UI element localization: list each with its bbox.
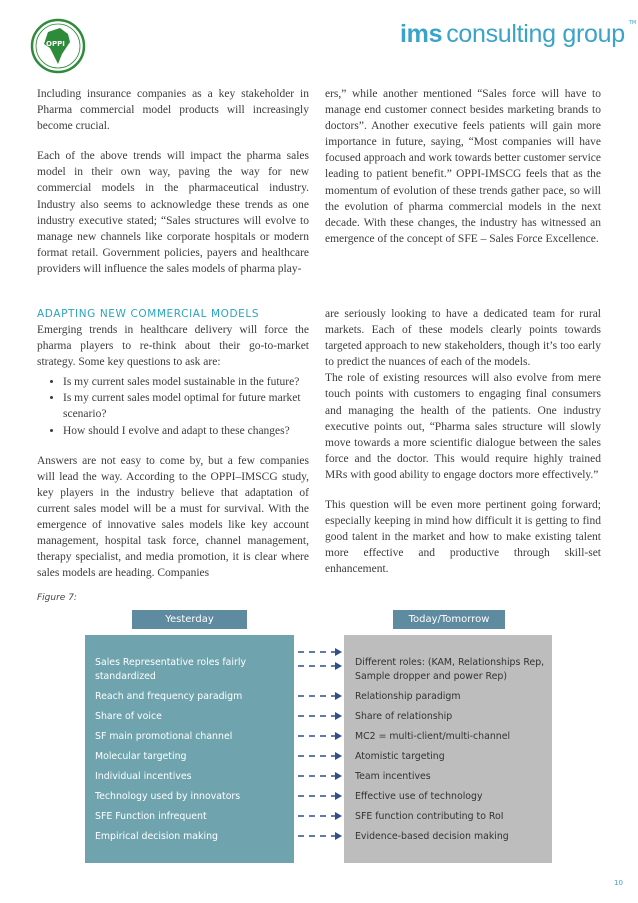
logo-tm: TM [628,20,637,26]
yesterday-item: Reach and frequency paradigm [95,691,243,702]
top-left-paragraph-1: Including insurance companies as a key stakeholder in Pharma commercial model products will increasingly become crucial. [37,88,309,133]
top-left-paragraph-2: Each of the above trends will impact the pharma sales model in their own way, paving the way for new commercial models in the pharmaceutical industry. Industry also seems to acknowledge these trends as one industry executive stated; “Sales structures will evolve to manage new channels like corporate hospitals or modern format retail. Government policies, payers and healthcare providers will influence the sales models of pharma play- [37,150,309,275]
today-item: Effective use of technology [355,791,483,802]
today-header: Today/Tomorrow [393,610,505,629]
arrow-icon [298,772,342,780]
yesterday-item: Sales Representative roles fairly standardized [95,657,247,682]
question-item: • How should I evolve and adapt to these changes? [63,423,309,439]
section-right-paragraph-3: This question will be even more pertinent going forward; especially keeping in mind how difficult it is getting to find good talent in the market and how to make existing talent more effective and productive through skill-set enhancement. [325,499,601,576]
logo-rest: consulting group [446,20,625,48]
arrow-icon [298,792,342,800]
page-number: 10 [614,879,623,887]
arrow-icon [298,732,342,740]
top-right-column [325,86,601,247]
today-item: SFE function contributing to RoI [355,811,504,822]
today-item: Different roles: (KAM, Relationships Rep, Sample dropper and power Rep) [355,657,545,682]
yesterday-item: SF main promotional channel [95,731,233,742]
arrow-icon [298,648,342,656]
yesterday-item: Technology used by innovators [95,791,241,802]
today-item: Team incentives [355,771,431,782]
yesterday-item: Empirical decision making [95,831,218,842]
emblem-text: OPPI [46,40,65,48]
question-item: • Is my current sales model sustainable in the future? [63,374,309,390]
section-right-paragraph-1: are seriously looking to have a dedicated team for rural markets. Each of these models clearly points towards targeted approach to new stakeholders, though it’s too early to predict the nuances of each of the models. [325,308,601,369]
arrow-icon [298,832,342,840]
today-item: Relationship paradigm [355,691,461,702]
arrow-icon [298,812,342,820]
section-heading: ADAPTING NEW COMMERCIAL MODELS [37,308,260,320]
figure-label: Figure 7: [37,593,77,603]
arrow-icon [298,712,342,720]
oppi-emblem [30,18,86,74]
section-right-paragraph-2: The role of existing resources will also evolve from mere touch points with customers to engaging final consumers and managing the health of the patients. One industry executive points out, “Pharma sales structure will slowly move towards a more scientific dialogue between the sales force and the doctor. This would require highly trained MRs with good ability to engage doctors more effectively.” [325,372,601,481]
arrow-icon [298,692,342,700]
today-item: Atomistic targeting [355,751,445,762]
yesterday-item: SFE Function infrequent [95,811,207,822]
today-item: Evidence-based decision making [355,831,509,842]
section-intro: Emerging trends in healthcare delivery will force the pharma players to re-think about their go-to-market strategy. Some key questions to ask are: [37,324,309,369]
section-left-column [37,306,309,581]
question-item: • Is my current sales model optimal for future market scenario? [63,390,309,422]
yesterday-item: Individual incentives [95,771,192,782]
arrow-icon [298,662,342,670]
today-item: MC2 = multi-client/multi-channel [355,731,511,742]
top-left-column [37,86,309,277]
section-right-column [325,306,601,578]
section-left-paragraph-2: Answers are not easy to come by, but a few companies will lead the way. According to the OPPI–IMSCG study, key players in the industry believe that adaptation of current sales model will be a must for survival. With the emergence of innovative sales models like key account management, hospital task force, channel management, therapy specialist, and media promotion, it is clear where sales models are heading. Companies [37,454,309,580]
question-list [37,374,309,438]
yesterday-item: Share of voice [95,711,162,722]
logo-bold: ims [400,20,443,48]
top-right-paragraph-1: ers,” while another mentioned “Sales force will have to manage end customer connect besides marketing brands to doctors”. Another executive feels patients will gain more importance in future, saying, “Most companies will have focused approach and work towards better customer service leading to patient benefit.” OPPI-IMSCG feels that as the momentum of evolution of these trends gather pace, so will the evolution of pharma commercial models in the next decade. With these changes, the industry has witnessed an emergence of the concept of SFE – Sales Force Excellence. [325,88,601,245]
today-item: Share of relationship [355,711,453,722]
ims-logo [400,20,636,49]
arrow-icon [298,752,342,760]
yesterday-item: Molecular targeting [95,751,187,762]
yesterday-header: Yesterday [132,610,247,629]
